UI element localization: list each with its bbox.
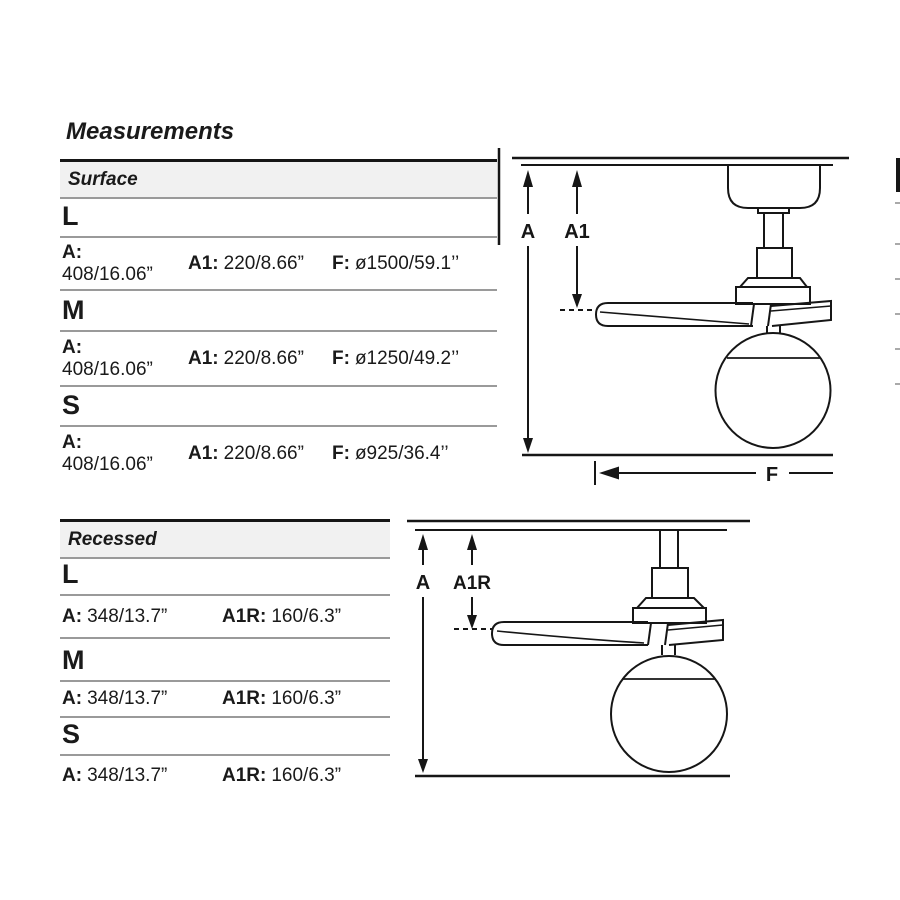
cell-a-label: A: <box>62 336 83 358</box>
cell-f <box>332 348 497 370</box>
dim-label-a: A <box>520 221 536 243</box>
ceiling-line <box>512 158 849 165</box>
recessed-table-header <box>60 522 390 559</box>
cell-a-label: A: <box>62 605 83 627</box>
cell-a1r-value: 160/6.3” <box>271 765 342 786</box>
cell-f-value: ø1500/59.1’’ <box>354 252 460 274</box>
edge-tick <box>895 383 900 385</box>
cell-f-label: F: <box>332 347 350 369</box>
size-row-l <box>60 199 497 238</box>
glass-globe <box>611 645 727 772</box>
cell-a <box>62 432 188 476</box>
edge-tick <box>895 202 900 204</box>
cell-a-value: 348/13.7” <box>87 688 168 709</box>
dim-arrow-a <box>415 534 431 773</box>
size-row-l <box>60 559 390 596</box>
cell-a <box>62 337 188 381</box>
motor-housing <box>736 287 810 304</box>
ceiling-line <box>407 521 750 530</box>
data-row-m <box>60 332 497 387</box>
surface-header-label: Surface <box>68 168 138 190</box>
glass-globe <box>716 326 831 448</box>
cell-a1 <box>188 348 332 370</box>
cell-a1r-value: 160/6.3” <box>271 605 342 627</box>
data-row-l <box>60 596 390 639</box>
cell-f-value: ø1250/49.2’’ <box>354 347 460 369</box>
data-row-s <box>60 427 497 480</box>
cell-a1r-value: 160/6.3” <box>271 688 342 709</box>
cell-a-label: A: <box>62 241 83 263</box>
recessed-header-label: Recessed <box>68 528 157 550</box>
cell-a-label: A: <box>62 431 83 453</box>
recessed-table <box>60 519 390 796</box>
cell-a-label: A: <box>62 765 83 786</box>
motor-flange <box>740 278 807 287</box>
cell-a1r-label: A1R: <box>222 605 267 627</box>
cell-a1-value: 220/8.66” <box>223 442 304 464</box>
cell-a-value: 408/16.06” <box>62 263 153 285</box>
surface-table <box>60 159 497 480</box>
size-row-m <box>60 639 390 682</box>
canopy <box>728 165 820 208</box>
recessed-mount-diagram <box>400 512 760 802</box>
dim-label-a: A <box>415 572 431 594</box>
edge-tick <box>895 313 900 315</box>
downrod <box>764 213 783 248</box>
downrod <box>660 530 678 568</box>
fan-blades <box>492 620 723 645</box>
dim-line-f <box>595 461 833 485</box>
motor-neck <box>757 248 792 278</box>
size-label: M <box>62 295 85 325</box>
size-label: L <box>62 201 79 231</box>
fan-blades <box>596 301 831 326</box>
edge-tick <box>895 243 900 245</box>
size-label: S <box>62 719 81 749</box>
cell-a-value: 348/13.7” <box>87 765 168 786</box>
cell-a <box>62 242 188 286</box>
data-row-s <box>60 756 390 796</box>
cell-a1-value: 220/8.66” <box>223 252 304 274</box>
cell-a1-label: A1: <box>188 442 219 464</box>
cell-a1-label: A1: <box>188 347 219 369</box>
cell-a1r <box>222 688 390 710</box>
cell-a <box>62 606 222 628</box>
cell-a1 <box>188 253 332 275</box>
cell-a1 <box>188 443 332 465</box>
motor-neck <box>652 568 688 598</box>
cell-a1r <box>222 765 390 787</box>
cell-a1r-label: A1R: <box>222 688 267 709</box>
motor-flange <box>637 598 704 608</box>
cell-a-label: A: <box>62 688 83 709</box>
cell-a-value: 408/16.06” <box>62 453 153 475</box>
page-title: Measurements <box>66 118 235 145</box>
dim-label-f: F <box>765 464 779 486</box>
cell-a <box>62 765 222 787</box>
cell-a1-value: 220/8.66” <box>223 347 304 369</box>
cell-a1r-label: A1R: <box>222 765 267 786</box>
cell-f-label: F: <box>332 252 350 274</box>
motor-housing <box>633 608 706 623</box>
dim-label-a1: A1 <box>564 221 590 243</box>
cell-a <box>62 688 222 710</box>
surface-mount-diagram <box>495 145 900 495</box>
edge-tick <box>895 278 900 280</box>
cell-f <box>332 443 497 465</box>
cell-f <box>332 253 497 275</box>
dim-arrow-a <box>520 170 536 453</box>
surface-table-header <box>60 162 497 199</box>
size-label: S <box>62 390 81 420</box>
dim-label-a1r: A1R <box>452 573 492 594</box>
cell-a1-label: A1: <box>188 252 219 274</box>
cell-f-label: F: <box>332 442 350 464</box>
cell-a1r <box>222 606 390 628</box>
data-row-m <box>60 682 390 718</box>
cell-f-value: ø925/36.4’’ <box>354 442 449 464</box>
size-label: M <box>62 645 85 675</box>
size-row-m <box>60 291 497 332</box>
cell-a-value: 408/16.06” <box>62 358 153 380</box>
edge-tick <box>895 348 900 350</box>
data-row-l <box>60 238 497 291</box>
cell-a-value: 348/13.7” <box>87 605 168 627</box>
edge-fragment <box>896 158 900 192</box>
size-label: L <box>62 559 79 589</box>
size-row-s <box>60 387 497 427</box>
size-row-s <box>60 718 390 756</box>
